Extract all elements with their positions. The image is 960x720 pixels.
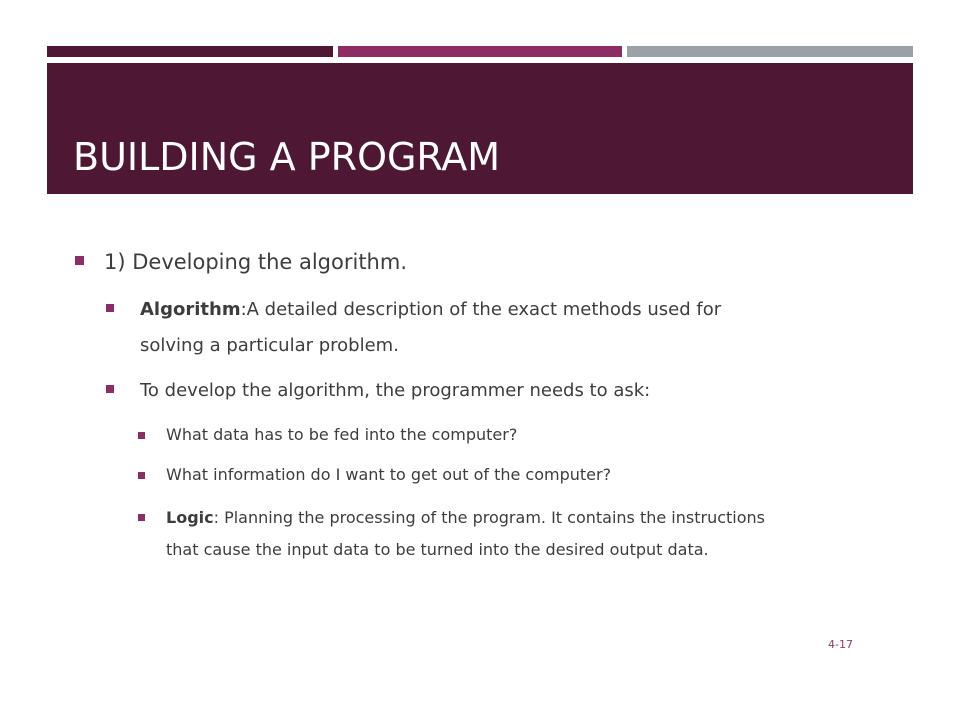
bullet-text-line2: that cause the input data to be turned into the desired output data.: [166, 540, 709, 559]
bullet-text: 1) Developing the algorithm.: [104, 250, 407, 274]
bullet-text-line1: [140, 297, 721, 323]
slide-title: BUILDING A PROGRAM: [73, 135, 501, 179]
definition-text: : Planning the processing of the program. It contains the instructions: [213, 508, 765, 527]
square-bullet-icon: [75, 256, 84, 265]
square-bullet-icon: [138, 472, 145, 479]
definition-text: :A detailed description of the exact methods used for: [240, 299, 722, 320]
bullet-text: To develop the algorithm, the programmer needs to ask:: [140, 380, 651, 401]
square-bullet-icon: [138, 432, 145, 439]
term-label: Logic: [166, 508, 214, 527]
bullet-text: What data has to be fed into the computer?: [166, 425, 518, 444]
term-label: Algorithm: [140, 299, 241, 320]
bullet-text-line2: solving a particular problem.: [140, 335, 399, 356]
bullet-text: What information do I want to get out of the computer?: [166, 465, 612, 484]
square-bullet-icon: [138, 514, 145, 521]
bullet-text-line1: [166, 506, 765, 530]
square-bullet-icon: [106, 385, 114, 393]
slide-number: 4-17: [828, 638, 853, 651]
square-bullet-icon: [106, 304, 114, 312]
